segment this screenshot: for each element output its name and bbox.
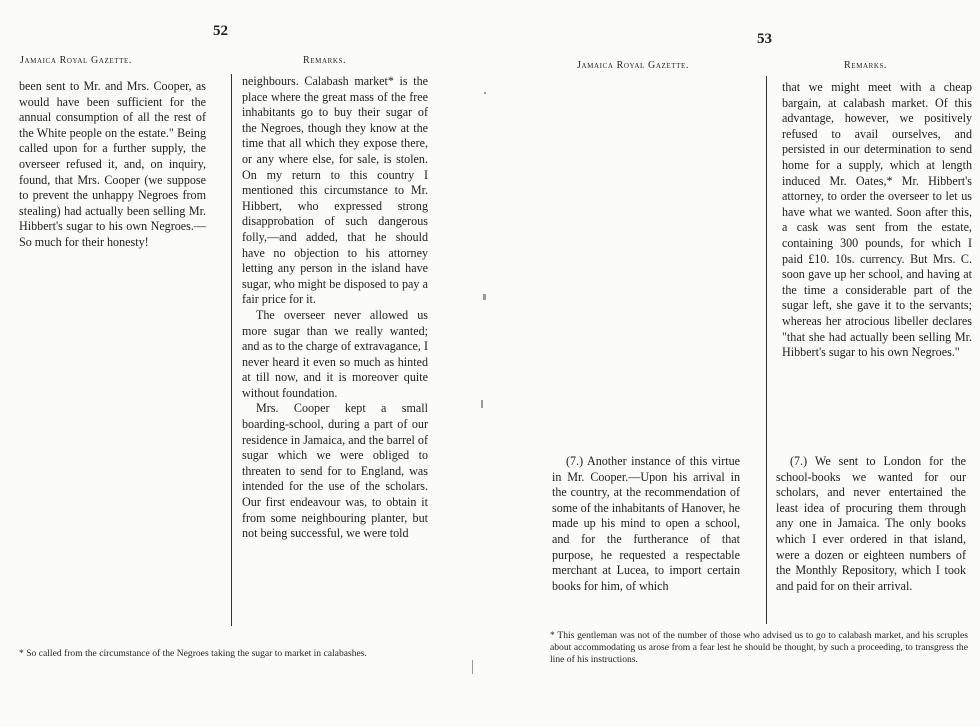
remarks-column: [242, 74, 428, 542]
remarks-paragraph: The overseer never allowed us more sugar than we really wanted; and as to the charge of extravagance, I never heard it even so much as hinted at till now, and it is moreover quite without foundation.: [242, 307, 428, 400]
gazette-text: been sent to Mr. and Mrs. Cooper, as would have been sufficient for the annual consumption of all the rest of the White people on the estate." Being called upon for a further supply, the overseer refused it, and, on inquiry, found, that Mrs. Cooper (we suppose to prevent the unhappy Negroes from stealing) had actually been selling Mr. Hibbert's sugar to his own Negroes.—So much for their honesty!: [19, 79, 206, 249]
remarks-paragraph: Mrs. Cooper kept a small boarding-school, during a part of our residence in Jamaica, and the barrel of sugar which we were obliged to threaten to send for to England, was intended for the use of the scholars. Our first endeavour was, to obtain it from some neighbouring planter, but not being successful, we were told: [242, 401, 428, 541]
right-page: [480, 0, 980, 727]
page-number: 53: [757, 31, 772, 47]
remarks-paragraph: that we might meet with a cheap bargain, at calabash market. Of this advantage, however, we positively refused to avail ourselves, and persisted in our determination to send home for a supply, which at length induced Mr. Oates,* Mr. Hibbert's attorney, to order the overseer to let us have what we wanted. Soon after this, a cask was sent from the estate, containing 300 pounds, for which I paid £10. 10s. currency. But Mrs. C. soon gave up her school, and having at the time a considerable part of the sugar left, she gave it to the servants; whereas her atrocious libeller declares "that she had actually been selling Mr. Hibbert's sugar to his own Negroes.": [782, 80, 972, 360]
remarks-paragraph: neighbours. Calabash market* is the place where the great mass of the free inhabitants go to buy their sugar of the Negroes, though they know at the time that all which they expose there, or any where else, for sale, is stolen. On my return to this country I mentioned this circumstance to Mr. Hibbert, who expressed strong disapprobation of such dangerous folly,—and added, that he should have no objection to his attorney letting any person in the island have sugar, who might be disposed to pay a fair price for it.: [242, 74, 428, 307]
remarks-column-lower: [776, 454, 966, 594]
remarks-paragraph: (7.) We sent to London for the school-books we wanted for our scholars, and never entertained the least idea of procuring them through any one in Jamaica. The only books which I ever ordered in that island, were a dozen or eighteen numbers of the Monthly Repository, which I took and paid for on their arrival.: [776, 454, 966, 593]
gazette-paragraph: (7.) Another instance of this virtue in Mr. Cooper.—Upon his arrival in the country, at the recommendation of some of the inhabitants of Hanover, he made up his mind to open a school, and for the furtherance of that purpose, he requested a respectable merchant at Lucea, to import certain books for him, of which: [552, 454, 740, 593]
remarks-heading: Remarks.: [844, 60, 888, 71]
gazette-column: [19, 79, 206, 251]
scan-speck: [484, 92, 486, 94]
scan-speck: [481, 400, 483, 408]
footnote: * This gentleman was not of the number of those who advised us to go to calabash market, and his scruples about accommodating us arose from a fear lest he should be thought, by such a proceeding, to transgress the line of his instructions.: [550, 630, 968, 665]
scan-speck: [483, 294, 486, 300]
gazette-heading: Jamaica Royal Gazette.: [20, 55, 132, 66]
scan-speck: [472, 660, 473, 674]
remarks-heading: Remarks.: [303, 55, 347, 66]
column-divider: [766, 76, 767, 624]
gazette-heading: Jamaica Royal Gazette.: [577, 60, 689, 71]
left-page: [0, 0, 480, 727]
column-divider: [231, 74, 232, 626]
page-number: 52: [213, 23, 228, 39]
gazette-column: [552, 454, 740, 594]
remarks-column: [782, 80, 972, 361]
footnote: * So called from the circumstance of the Negroes taking the sugar to market in calabashes.: [19, 648, 367, 659]
